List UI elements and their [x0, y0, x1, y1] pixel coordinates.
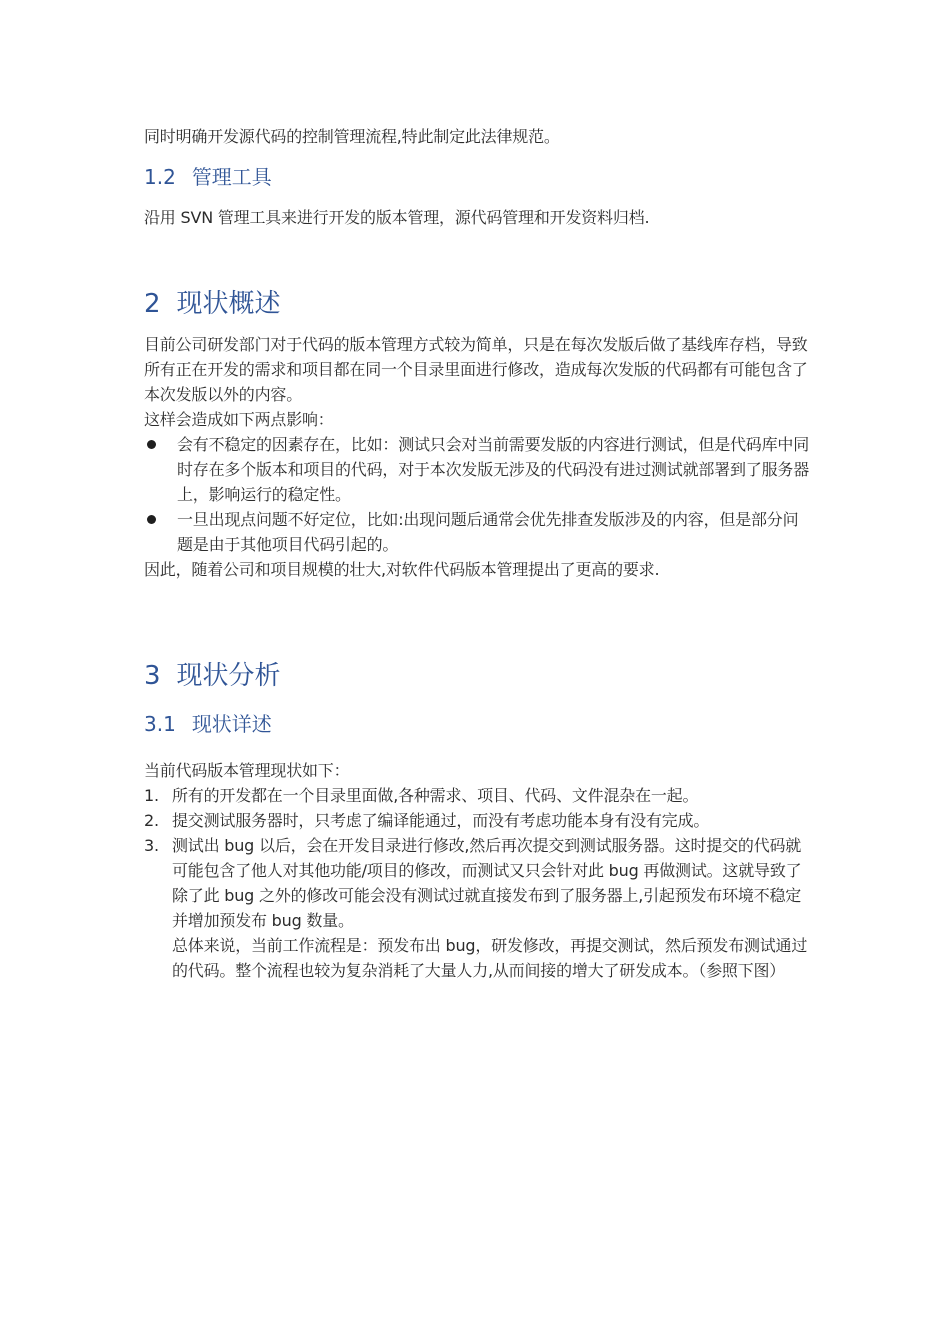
list-item-number: 2.	[144, 811, 159, 830]
list-item-number: 3.	[144, 836, 159, 855]
bullet-item	[144, 432, 812, 507]
sec-2-paragraph-1: 目前公司研发部门对于代码的版本管理方式较为简单，只是在每次发版后做了基线库存档，导致所有正在开发的需求和项目都在同一个目录里面进行修改，造成每次发版的代码都有可能包含了本次发版以外的内容。	[144, 335, 808, 404]
heading-3-number: 3	[144, 661, 161, 691]
heading-3-1-title: 现状详述	[191, 712, 272, 736]
list-item	[144, 833, 812, 933]
bullet-item	[144, 507, 812, 557]
bullet-text: 一旦出现点问题不好定位，比如:出现问题后通常会优先排查发版涉及的内容，但是部分问题是由于其他项目代码引起的。	[177, 510, 799, 554]
heading-3-1	[144, 710, 812, 738]
sec-2-paragraph-2: 这样会造成如下两点影响：	[144, 410, 334, 429]
heading-1-2-number: 1.2	[144, 165, 176, 189]
sec-3-1-summary: 总体来说，当前工作流程是：预发布出 bug，研发修改，再提交测试，然后预发布测试通过的代码。整个流程也较为复杂消耗了大量人力,从而间接的增大了研发成本。（参照下图）	[172, 936, 808, 980]
list-item	[144, 808, 812, 833]
list-item-text: 所有的开发都在一个目录里面做,各种需求、项目、代码、文件混杂在一起。	[172, 786, 699, 805]
heading-3	[144, 658, 812, 694]
bullet-text: 会有不稳定的因素存在，比如：测试只会对当前需要发版的内容进行测试，但是代码库中同时存在多个版本和项目的代码，对于本次发版无涉及的代码没有进过测试就部署到了服务器上，影响运行的稳定性。	[177, 435, 810, 504]
intro-tail-text: 同时明确开发源代码的控制管理流程,特此制定此法律规范。	[144, 127, 560, 146]
list-item-number: 1.	[144, 786, 159, 805]
sec-2-paragraph-3: 因此，随着公司和项目规模的壮大,对软件代码版本管理提出了更高的要求.	[144, 560, 660, 579]
list-item-text: 提交测试服务器时，只考虑了编译能通过，而没有考虑功能本身有没有完成。	[172, 811, 710, 830]
list-item	[144, 783, 812, 808]
bullet-dot-icon	[147, 440, 156, 449]
sec-1-2-body: 沿用 SVN 管理工具来进行开发的版本管理，源代码管理和开发资料归档.	[144, 208, 650, 227]
heading-2-title: 现状概述	[176, 289, 281, 319]
heading-1-2-title: 管理工具	[191, 165, 272, 189]
document-content	[144, 124, 812, 983]
bullet-dot-icon	[147, 515, 156, 524]
list-item-text: 测试出 bug 以后，会在开发目录进行修改,然后再次提交到测试服务器。这时提交的代码就可能包含了他人对其他功能/项目的修改，而测试又只会针对此 bug 再做测试。这就导致了除了此 bug 之外的修改可能会没有测试过就直接发布到了服务器上,引起预发布环境不稳定并增加预发布 bug 数量。	[172, 836, 802, 930]
heading-3-title: 现状分析	[176, 661, 281, 691]
heading-3-1-number: 3.1	[144, 712, 176, 736]
heading-2-number: 2	[144, 289, 161, 319]
heading-2	[144, 286, 812, 322]
heading-1-2	[144, 163, 812, 191]
sec-3-1-lead: 当前代码版本管理现状如下：	[144, 761, 350, 780]
